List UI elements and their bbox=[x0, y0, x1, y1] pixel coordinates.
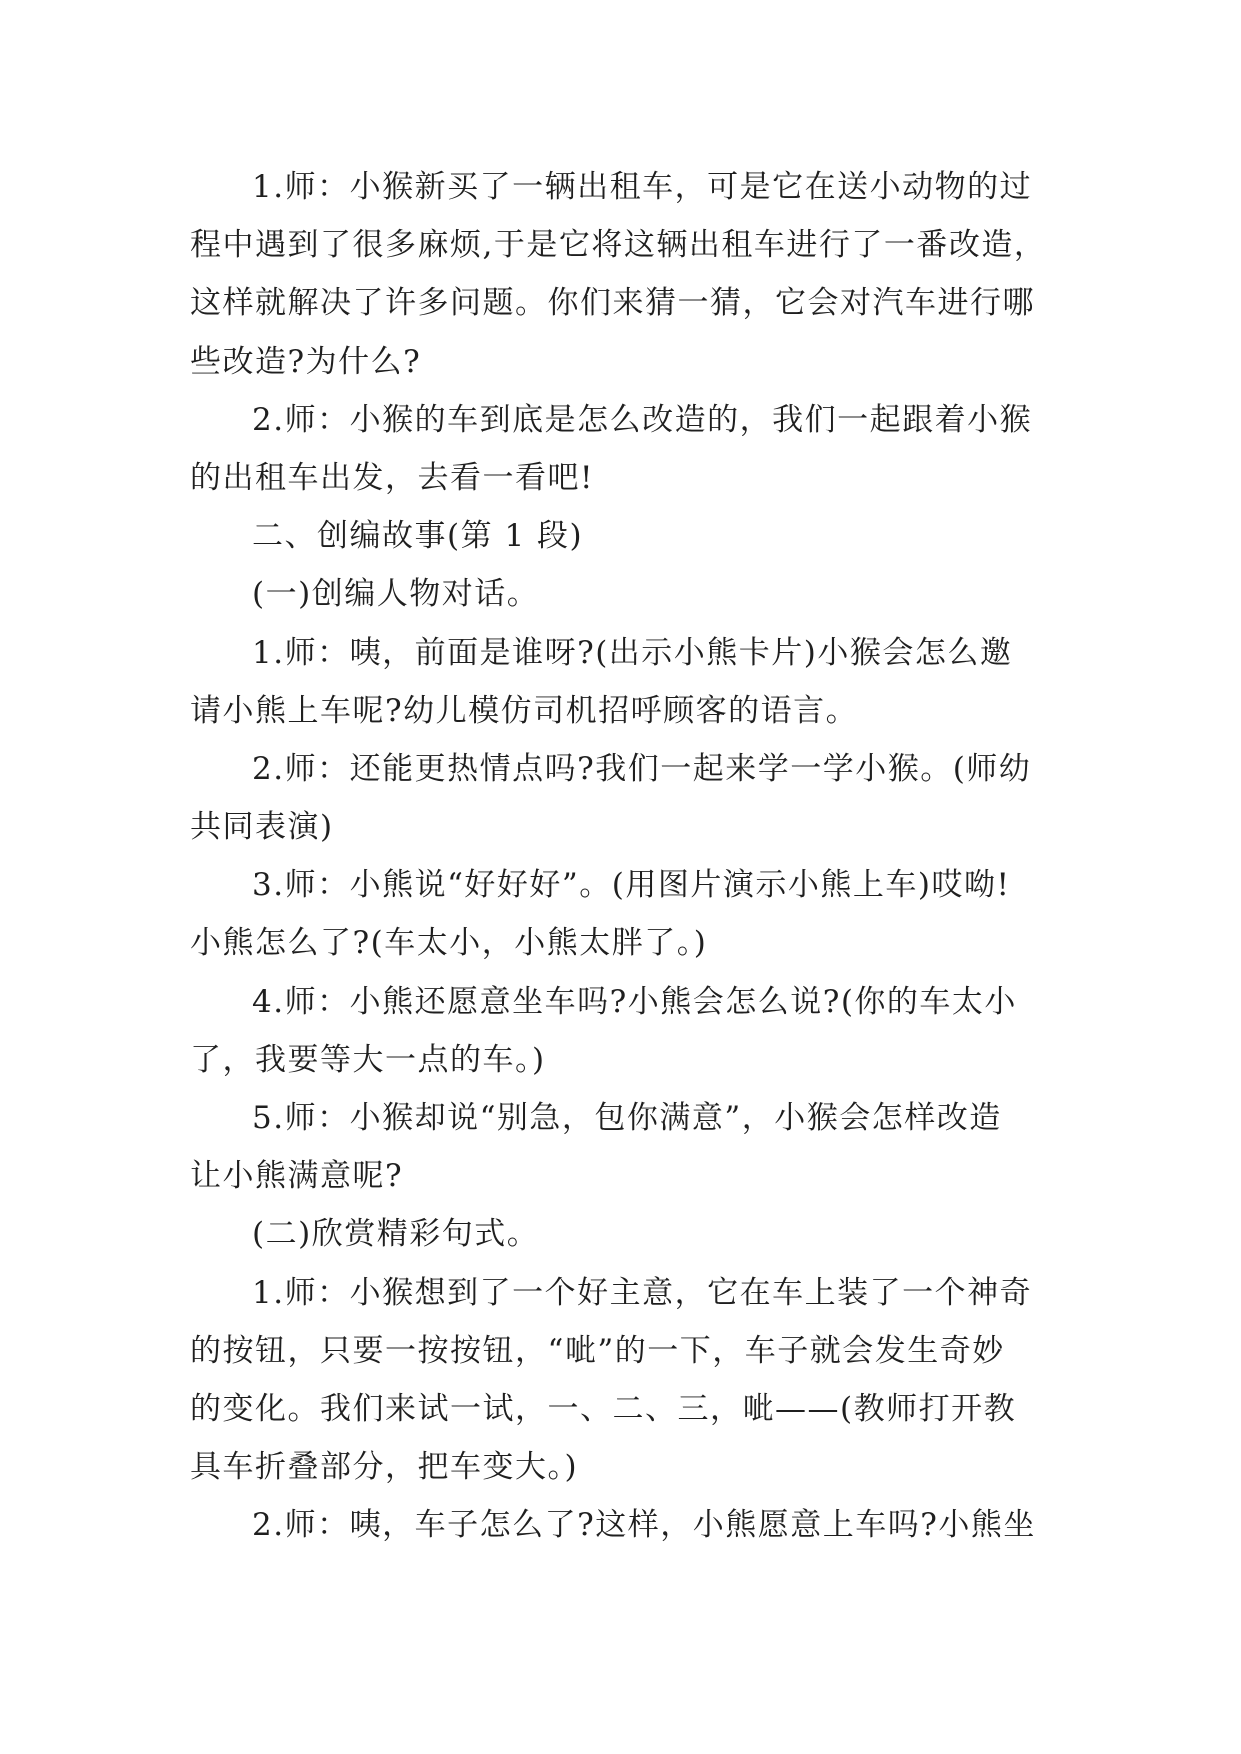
section-heading: 二、创编故事(第 1 段) bbox=[252, 518, 584, 555]
text-line: 2.师：咦，车子怎么了?这样，小熊愿意上车吗?小熊坐 bbox=[252, 1507, 1036, 1544]
text-line: 4.师：小熊还愿意坐车吗?小熊会怎么说?(你的车太小 bbox=[252, 983, 1017, 1020]
text-line: 程中遇到了很多麻烦,于是它将这辆出租车进行了一番改造， bbox=[190, 227, 1047, 264]
text-line: 让小熊满意呢? bbox=[190, 1158, 404, 1195]
text-line: 2.师：还能更热情点吗?我们一起来学一学小猴。(师幼 bbox=[252, 750, 1032, 787]
text-line: 这样就解决了许多问题。你们来猜一猜，它会对汽车进行哪 bbox=[190, 285, 1035, 322]
text-line: 1.师：小猴新买了一辆出租车，可是它在送小动物的过 bbox=[252, 169, 1033, 205]
text-line: 具车折叠部分，把车变大。) bbox=[190, 1449, 579, 1486]
subsection-heading: (二)欣赏精彩句式。 bbox=[252, 1216, 540, 1253]
text-line: 的变化。我们来试一试，一、二、三，呲——(教师打开教 bbox=[190, 1390, 1017, 1427]
document-body bbox=[190, 158, 1050, 1555]
text-line: 2.师：小猴的车到底是怎么改造的，我们一起跟着小猴 bbox=[252, 401, 1033, 438]
subsection-heading: (一)创编人物对话。 bbox=[252, 576, 540, 613]
text-line: 1.师：咦，前面是谁呀?(出示小熊卡片)小猴会怎么邀 bbox=[252, 634, 1013, 671]
text-line: 共同表演) bbox=[190, 809, 334, 846]
text-line: 的出租车出发，去看一看吧! bbox=[190, 459, 594, 496]
text-line: 了，我要等大一点的车。) bbox=[190, 1041, 546, 1078]
text-line: 的按钮，只要一按按钮，“呲”的一下，车子就会发生奇妙 bbox=[190, 1332, 1005, 1369]
text-line: 小熊怎么了?(车太小，小熊太胖了。) bbox=[190, 925, 708, 962]
text-line: 请小熊上车呢?幼儿模仿司机招呼顾客的语言。 bbox=[190, 692, 859, 729]
text-line: 些改造?为什么? bbox=[190, 343, 422, 380]
text-line: 3.师：小熊说“好好好”。(用图片演示小熊上车)哎呦! bbox=[252, 867, 1011, 904]
text-line: 1.师：小猴想到了一个好主意，它在车上装了一个神奇 bbox=[252, 1274, 1033, 1311]
text-line: 5.师：小猴却说“别急，包你满意”，小猴会怎样改造 bbox=[252, 1100, 1002, 1136]
